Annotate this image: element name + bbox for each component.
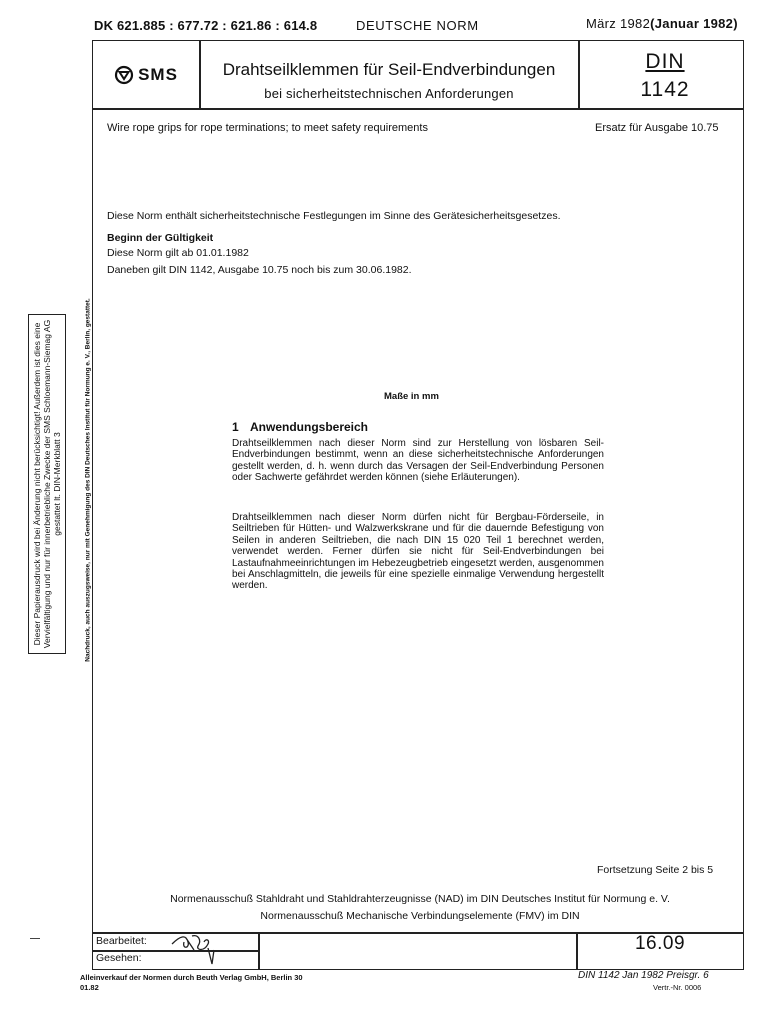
- document-subtitle: bei sicherheitstechnischen Anforderungen: [264, 86, 514, 101]
- document-code: 01.82: [80, 983, 99, 992]
- issue-draft-date: (Januar 1982): [650, 16, 738, 31]
- copy-notice-box: [28, 314, 66, 654]
- margin-mark: [30, 938, 40, 939]
- committee-line-2: Normenausschuß Mechanische Verbindungselemente (FMV) im DIN: [260, 910, 580, 922]
- table-divider-left: [258, 932, 260, 970]
- section-paragraph-1: Drahtseilklemmen nach dieser Norm sind zur Herstellung von lösbaren Seil-Endverbindungen bestimmt, wenn an diese sicherheitstechnische Anforderungen gestellt werden, d. h. wenn durch das Versagen der Seil-Endverbindung Personen oder Sachwerte gefährdet werden können (siehe Erläuterungen).: [232, 438, 604, 484]
- copy-notice: Dieser Papierausdruck wird bei Änderung nicht berücksichtigt! Außerdem ist dies eine Vervielfältigung und nur für innerbetriebliche Zwecke der SMS Schloemann-Siemag AG gestattet lt. DIN-Merkblatt 3: [32, 319, 62, 649]
- continuation-note: Fortsetzung Seite 2 bis 5: [597, 864, 714, 876]
- bearbeitet-label: Bearbeitet:: [96, 935, 147, 947]
- section-paragraph-2: Drahtseilklemmen nach dieser Norm dürfen nicht für Bergbau-Förderseile, in Seiltrieben für Hütten- und Walzwerkskrane und für die dauernde Befestigung von Seilen in anderen Seiltrieben, die nach DIN 15 020 Teil 1 berechnet werden, verwendet werden. Ferner dürfen sie nicht für Seil-Endverbindungen bei Lastaufnahmeeinrichtungen im Hebezeugbetrieb eingesetzt werden, ausgenommen bei Anschlagmitteln, die jeweils für eine spezielle einmalige Verwendung hergestellt werden.: [232, 512, 604, 592]
- signature-mark: [168, 930, 232, 968]
- din-label: DIN: [645, 50, 685, 73]
- header-divider: [92, 108, 744, 110]
- section-heading: [232, 420, 368, 434]
- document-title: Drahtseilklemmen für Seil-Endverbindungen: [222, 60, 556, 79]
- norm-type: DEUTSCHE NORM: [356, 18, 479, 33]
- issue-date: [586, 16, 738, 31]
- validity-heading: Beginn der Gültigkeit: [107, 232, 214, 244]
- committee-line-1: Normenausschuß Stahldraht und Stahldrahterzeugnisse (NAD) im DIN Deutsches Institut für Normung e. V.: [170, 893, 670, 905]
- din-reference: DIN 1142 Jan 1982 Preisgr. 6: [578, 970, 709, 981]
- units-note: Maße in mm: [384, 391, 439, 402]
- english-title: Wire rope grips for rope terminations; to meet safety requirements: [107, 122, 428, 134]
- distribution-number: Vertr.-Nr. 0006: [653, 983, 702, 992]
- validity-from: Diese Norm gilt ab 01.01.1982: [107, 247, 249, 259]
- validity-parallel: Daneben gilt DIN 1142, Ausgabe 10.75 noch bis zum 30.06.1982.: [107, 264, 412, 276]
- replacement-note: Ersatz für Ausgabe 10.75: [595, 122, 719, 134]
- reprint-notice: Nachdruck, auch auszugsweise, nur mit Genehmigung des DIN Deutsches Institut für Normung e. V., Berlin, gestattet.: [84, 298, 92, 662]
- din-number: 1142: [640, 78, 690, 101]
- logo-text: SMS: [138, 64, 178, 84]
- safety-statement: Diese Norm enthält sicherheitstechnische Festlegungen im Sinne des Gerätesicherheitsgesetzes.: [107, 210, 561, 222]
- dk-classification: DK 621.885 : 677.72 : 621.86 : 614.8: [94, 18, 318, 33]
- section-title: Anwendungsbereich: [250, 420, 369, 434]
- issue-month: März 1982: [586, 16, 651, 31]
- section-number: 1: [232, 420, 239, 434]
- page-code: 16.09: [634, 933, 686, 954]
- gesehen-label: Gesehen:: [96, 952, 142, 964]
- title-divider: [578, 40, 580, 108]
- sales-note: Alleinverkauf der Normen durch Beuth Verlag GmbH, Berlin 30: [80, 973, 303, 982]
- logo-emblem-icon: [114, 65, 134, 85]
- page-frame: [92, 40, 744, 970]
- sms-logo: [93, 41, 199, 108]
